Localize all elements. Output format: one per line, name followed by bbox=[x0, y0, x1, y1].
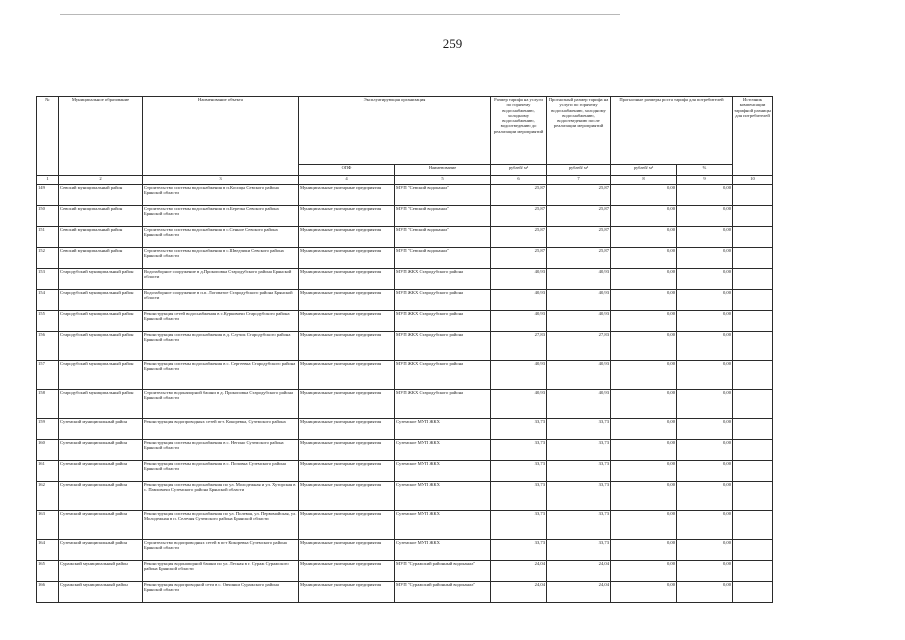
scan-artifact-line bbox=[60, 14, 620, 15]
municipality-cell: Суземский муниципальный район bbox=[59, 511, 143, 540]
column-number: 1 bbox=[37, 176, 59, 185]
org-name-cell: Суземское МУП ЖКХ bbox=[395, 419, 491, 440]
sources-cell bbox=[733, 582, 773, 603]
row-number: 156 bbox=[37, 332, 59, 361]
header-unit-rub-3: рублей/ м³ bbox=[611, 165, 677, 176]
page-number: 259 bbox=[442, 36, 463, 51]
growth-rub-cell: 0,00 bbox=[611, 440, 677, 461]
opf-cell: Муниципальные унитарные предприятия bbox=[299, 227, 395, 248]
municipality-cell: Стародубский муниципальный район bbox=[59, 290, 143, 311]
org-name-cell: МУП ЖКХ Стародубского района bbox=[395, 269, 491, 290]
opf-cell: Муниципальные унитарные предприятия bbox=[299, 290, 395, 311]
sources-cell bbox=[733, 227, 773, 248]
header-operator: Эксплуатирующая организация bbox=[299, 97, 491, 165]
table-row bbox=[37, 248, 773, 269]
growth-rub-cell: 0,00 bbox=[611, 561, 677, 582]
object-cell: Реконструкция водопроводных сетей пгт. Кокоревка, Суземского района bbox=[143, 419, 299, 440]
sources-cell bbox=[733, 482, 773, 511]
tariff-before-cell: 40,93 bbox=[491, 290, 547, 311]
object-cell: Реконструкция водопроводной сети в с. Овчинки Суражского района Брянской области bbox=[143, 582, 299, 603]
column-number: 7 bbox=[547, 176, 611, 185]
tariff-after-cell: 40,93 bbox=[547, 390, 611, 419]
tariff-before-cell: 25,87 bbox=[491, 227, 547, 248]
org-name-cell: Суземское МУП ЖКХ bbox=[395, 511, 491, 540]
tariff-before-cell: 40,93 bbox=[491, 311, 547, 332]
header-no: № bbox=[37, 97, 59, 176]
table-row bbox=[37, 332, 773, 361]
row-number: 158 bbox=[37, 390, 59, 419]
sources-cell bbox=[733, 248, 773, 269]
sources-cell bbox=[733, 511, 773, 540]
tariff-after-cell: 40,93 bbox=[547, 290, 611, 311]
object-cell: Водозаборное сооружение в д.Прокоповка Стародубского района Брянской области bbox=[143, 269, 299, 290]
municipality-cell: Стародубский муниципальный район bbox=[59, 311, 143, 332]
sources-cell bbox=[733, 185, 773, 206]
growth-pct-cell: 0,00 bbox=[677, 290, 733, 311]
column-number: 5 bbox=[395, 176, 491, 185]
opf-cell: Муниципальные унитарные предприятия bbox=[299, 185, 395, 206]
org-name-cell: МУП ЖКХ Стародубского района bbox=[395, 290, 491, 311]
column-number: 2 bbox=[59, 176, 143, 185]
row-number: 162 bbox=[37, 482, 59, 511]
row-number: 166 bbox=[37, 582, 59, 603]
tariff-before-cell: 40,93 bbox=[491, 269, 547, 290]
growth-rub-cell: 0,00 bbox=[611, 248, 677, 269]
table-row bbox=[37, 361, 773, 390]
sources-cell bbox=[733, 461, 773, 482]
sources-cell bbox=[733, 290, 773, 311]
growth-rub-cell: 0,00 bbox=[611, 332, 677, 361]
header-object: Наименование объекта bbox=[143, 97, 299, 176]
row-number: 149 bbox=[37, 185, 59, 206]
growth-pct-cell: 0,00 bbox=[677, 332, 733, 361]
tariff-after-cell: 40,93 bbox=[547, 361, 611, 390]
sources-cell bbox=[733, 332, 773, 361]
growth-pct-cell: 0,00 bbox=[677, 540, 733, 561]
org-name-cell: МУП ЖКХ Стародубского района bbox=[395, 390, 491, 419]
growth-pct-cell: 0,00 bbox=[677, 185, 733, 206]
sources-cell bbox=[733, 311, 773, 332]
object-cell: Реконструкция системы водоснабжения в с. Сергеевка Стародубского района Брянской области bbox=[143, 361, 299, 390]
sources-cell bbox=[733, 390, 773, 419]
table-row bbox=[37, 390, 773, 419]
table-row bbox=[37, 561, 773, 582]
municipality-cell: Суземский муниципальный район bbox=[59, 440, 143, 461]
tariff-before-cell: 33,73 bbox=[491, 482, 547, 511]
growth-rub-cell: 0,00 bbox=[611, 361, 677, 390]
sources-cell bbox=[733, 540, 773, 561]
org-name-cell: МУП "Суражский районный водоканал" bbox=[395, 561, 491, 582]
header-sources: Источник компенсации тарифной разницы для потребителей bbox=[733, 97, 773, 176]
sources-cell bbox=[733, 269, 773, 290]
org-name-cell: Суземское МУП ЖКХ bbox=[395, 461, 491, 482]
tariff-before-cell: 33,73 bbox=[491, 511, 547, 540]
tariff-before-cell: 33,73 bbox=[491, 461, 547, 482]
municipality-cell: Суражский муниципальный район bbox=[59, 582, 143, 603]
row-number: 163 bbox=[37, 511, 59, 540]
municipality-cell: Суземский муниципальный район bbox=[59, 419, 143, 440]
table-row bbox=[37, 311, 773, 332]
tariff-after-cell: 33,73 bbox=[547, 540, 611, 561]
municipality-cell: Суземский муниципальный район bbox=[59, 461, 143, 482]
growth-pct-cell: 0,00 bbox=[677, 582, 733, 603]
growth-rub-cell: 0,00 bbox=[611, 461, 677, 482]
org-name-cell: Суземское МУП ЖКХ bbox=[395, 482, 491, 511]
table-row bbox=[37, 206, 773, 227]
object-cell: Реконструкция сетей водоснабжения в с.Курковичи Стародубского района Брянской области bbox=[143, 311, 299, 332]
object-cell: Реконструкция системы водоснабжения в с. Поповка Суземского района Брянской области bbox=[143, 461, 299, 482]
object-cell: Строительство системы водоснабжения в с.Сенное Севского района Брянской области bbox=[143, 227, 299, 248]
object-cell: Строительство системы водоснабжения в с.Шведчики Севского района Брянской области bbox=[143, 248, 299, 269]
opf-cell: Муниципальные унитарные предприятия bbox=[299, 248, 395, 269]
municipality-cell: Суземский муниципальный район bbox=[59, 540, 143, 561]
opf-cell: Муниципальные унитарные предприятия bbox=[299, 390, 395, 419]
growth-pct-cell: 0,00 bbox=[677, 561, 733, 582]
header-org-name: Наименование bbox=[395, 165, 491, 176]
tariff-after-cell: 40,93 bbox=[547, 311, 611, 332]
tariff-before-cell: 33,73 bbox=[491, 540, 547, 561]
municipality-cell: Стародубский муниципальный район bbox=[59, 269, 143, 290]
tariff-before-cell: 33,73 bbox=[491, 440, 547, 461]
object-cell: Реконструкция системы водоснабжения в д. Случок Стародубского района Брянской области bbox=[143, 332, 299, 361]
table-row bbox=[37, 482, 773, 511]
growth-pct-cell: 0,00 bbox=[677, 461, 733, 482]
growth-pct-cell: 0,00 bbox=[677, 206, 733, 227]
growth-rub-cell: 0,00 bbox=[611, 269, 677, 290]
row-number: 161 bbox=[37, 461, 59, 482]
header-municipality: Муниципальное образование bbox=[59, 97, 143, 176]
tariff-before-cell: 40,93 bbox=[491, 361, 547, 390]
table-row bbox=[37, 511, 773, 540]
tariff-after-cell: 33,73 bbox=[547, 440, 611, 461]
opf-cell: Муниципальные унитарные предприятия bbox=[299, 269, 395, 290]
tariff-before-cell: 24,04 bbox=[491, 582, 547, 603]
growth-pct-cell: 0,00 bbox=[677, 440, 733, 461]
org-name-cell: МУП "Севский водоканал" bbox=[395, 206, 491, 227]
growth-rub-cell: 0,00 bbox=[611, 185, 677, 206]
municipality-cell: Стародубский муниципальный район bbox=[59, 332, 143, 361]
column-number: 10 bbox=[733, 176, 773, 185]
header-tariff-forecast: Прогнозный размер тарифа на услуги по горячему водоснабжению, холодному водоснабжению, водоотведению после реализации мероприятий bbox=[547, 97, 611, 165]
object-cell: Реконструкция системы водоснабжения по ул. Молодежная и ул. Хуторская в с. Павловичи Суземского района Брянской области bbox=[143, 482, 299, 511]
municipality-cell: Севский муниципальный район bbox=[59, 248, 143, 269]
column-number: 3 bbox=[143, 176, 299, 185]
tariff-before-cell: 33,73 bbox=[491, 419, 547, 440]
row-number: 150 bbox=[37, 206, 59, 227]
object-cell: Строительство водонапорной башни в д. Прокоповка Стародубского района Брянской области bbox=[143, 390, 299, 419]
opf-cell: Муниципальные унитарные предприятия bbox=[299, 361, 395, 390]
object-cell: Строительство водопроводных сетей в пгт Кокоревка Суземского района Брянской области bbox=[143, 540, 299, 561]
header-unit-pct: % bbox=[677, 165, 733, 176]
table-row bbox=[37, 227, 773, 248]
table-row bbox=[37, 185, 773, 206]
growth-rub-cell: 0,00 bbox=[611, 390, 677, 419]
growth-rub-cell: 0,00 bbox=[611, 227, 677, 248]
opf-cell: Муниципальные унитарные предприятия bbox=[299, 440, 395, 461]
growth-rub-cell: 0,00 bbox=[611, 311, 677, 332]
header-unit-rub-1: рублей/ м³ bbox=[491, 165, 547, 176]
row-number: 159 bbox=[37, 419, 59, 440]
tariff-after-cell: 24,04 bbox=[547, 561, 611, 582]
growth-pct-cell: 0,00 bbox=[677, 419, 733, 440]
growth-pct-cell: 0,00 bbox=[677, 390, 733, 419]
tariff-before-cell: 40,93 bbox=[491, 390, 547, 419]
row-number: 165 bbox=[37, 561, 59, 582]
tariff-after-cell: 33,73 bbox=[547, 461, 611, 482]
tariff-after-cell: 25,87 bbox=[547, 227, 611, 248]
column-number: 9 bbox=[677, 176, 733, 185]
tariff-after-cell: 33,73 bbox=[547, 511, 611, 540]
tariff-before-cell: 27,83 bbox=[491, 332, 547, 361]
table-row bbox=[37, 440, 773, 461]
org-name-cell: МУП ЖКХ Стародубского района bbox=[395, 361, 491, 390]
row-number: 154 bbox=[37, 290, 59, 311]
opf-cell: Муниципальные унитарные предприятия bbox=[299, 461, 395, 482]
growth-pct-cell: 0,00 bbox=[677, 361, 733, 390]
opf-cell: Муниципальные унитарные предприятия bbox=[299, 540, 395, 561]
org-name-cell: МУП "Суражский районный водоканал" bbox=[395, 582, 491, 603]
sources-cell bbox=[733, 206, 773, 227]
tariff-after-cell: 25,87 bbox=[547, 248, 611, 269]
tariff-before-cell: 24,04 bbox=[491, 561, 547, 582]
table-row bbox=[37, 582, 773, 603]
growth-pct-cell: 0,00 bbox=[677, 269, 733, 290]
org-name-cell: МУП "Севский водоканал" bbox=[395, 227, 491, 248]
org-name-cell: Суземское МУП ЖКХ bbox=[395, 440, 491, 461]
tariff-after-cell: 25,87 bbox=[547, 185, 611, 206]
tariff-before-cell: 25,87 bbox=[491, 185, 547, 206]
object-cell: Строительство системы водоснабжения в п.Косицы Севского района Брянской области bbox=[143, 185, 299, 206]
municipality-cell: Севский муниципальный район bbox=[59, 227, 143, 248]
table-row bbox=[37, 419, 773, 440]
object-cell: Реконструкция водонапорной башни по ул. Лесная в г. Сураж Суражского района Брянской области bbox=[143, 561, 299, 582]
header-tariff-growth: Прогнозные размеры роста тарифа для потребителей bbox=[611, 97, 733, 165]
object-cell: Реконструкция системы водоснабжения по ул. Полевая, ул. Первомайская, ул. Молодежная в п. Селечня Суземского района Брянской области bbox=[143, 511, 299, 540]
growth-rub-cell: 0,00 bbox=[611, 582, 677, 603]
org-name-cell: МУП ЖКХ Стародубского района bbox=[395, 332, 491, 361]
growth-pct-cell: 0,00 bbox=[677, 227, 733, 248]
opf-cell: Муниципальные унитарные предприятия bbox=[299, 419, 395, 440]
column-number: 4 bbox=[299, 176, 395, 185]
object-cell: Реконструкция системы водоснабжения в с. Негино Суземского района Брянской области bbox=[143, 440, 299, 461]
opf-cell: Муниципальные унитарные предприятия bbox=[299, 561, 395, 582]
growth-rub-cell: 0,00 bbox=[611, 290, 677, 311]
table-row bbox=[37, 290, 773, 311]
table-row bbox=[37, 540, 773, 561]
municipality-cell: Суземский муниципальный район bbox=[59, 482, 143, 511]
org-name-cell: МУП ЖКХ Стародубского района bbox=[395, 311, 491, 332]
municipality-cell: Стародубский муниципальный район bbox=[59, 390, 143, 419]
row-number: 164 bbox=[37, 540, 59, 561]
tariff-table bbox=[36, 96, 773, 603]
sources-cell bbox=[733, 561, 773, 582]
growth-pct-cell: 0,00 bbox=[677, 248, 733, 269]
sources-cell bbox=[733, 361, 773, 390]
growth-rub-cell: 0,00 bbox=[611, 419, 677, 440]
growth-pct-cell: 0,00 bbox=[677, 511, 733, 540]
tariff-after-cell: 24,04 bbox=[547, 582, 611, 603]
row-number: 152 bbox=[37, 248, 59, 269]
opf-cell: Муниципальные унитарные предприятия bbox=[299, 311, 395, 332]
object-cell: Строительство системы водоснабжения в п.Березка Севского района Брянской области bbox=[143, 206, 299, 227]
municipality-cell: Суражский муниципальный район bbox=[59, 561, 143, 582]
row-number: 151 bbox=[37, 227, 59, 248]
column-number: 8 bbox=[611, 176, 677, 185]
row-number: 160 bbox=[37, 440, 59, 461]
growth-pct-cell: 0,00 bbox=[677, 311, 733, 332]
tariff-after-cell: 27,83 bbox=[547, 332, 611, 361]
sources-cell bbox=[733, 419, 773, 440]
row-number: 157 bbox=[37, 361, 59, 390]
growth-rub-cell: 0,00 bbox=[611, 482, 677, 511]
table-row bbox=[37, 269, 773, 290]
opf-cell: Муниципальные унитарные предприятия bbox=[299, 206, 395, 227]
municipality-cell: Севский муниципальный район bbox=[59, 206, 143, 227]
tariff-after-cell: 25,87 bbox=[547, 206, 611, 227]
opf-cell: Муниципальные унитарные предприятия bbox=[299, 482, 395, 511]
column-number: 6 bbox=[491, 176, 547, 185]
row-number: 155 bbox=[37, 311, 59, 332]
growth-rub-cell: 0,00 bbox=[611, 206, 677, 227]
table-row bbox=[37, 461, 773, 482]
org-name-cell: МУП "Севский водоканал" bbox=[395, 248, 491, 269]
header-unit-rub-2: рублей/ м³ bbox=[547, 165, 611, 176]
org-name-cell: Суземское МУП ЖКХ bbox=[395, 540, 491, 561]
header-tariff-size: Размер тарифа на услуги по горячему водоснабжению, холодному водоснабжению, водоотведению до реализации мероприятий bbox=[491, 97, 547, 165]
row-number: 153 bbox=[37, 269, 59, 290]
opf-cell: Муниципальные унитарные предприятия bbox=[299, 511, 395, 540]
opf-cell: Муниципальные унитарные предприятия bbox=[299, 582, 395, 603]
growth-rub-cell: 0,00 bbox=[611, 511, 677, 540]
municipality-cell: Стародубский муниципальный район bbox=[59, 361, 143, 390]
growth-pct-cell: 0,00 bbox=[677, 482, 733, 511]
tariff-before-cell: 25,87 bbox=[491, 206, 547, 227]
object-cell: Водозаборное сооружение в п.п. Логоватое Стародубского района Брянской области bbox=[143, 290, 299, 311]
opf-cell: Муниципальные унитарные предприятия bbox=[299, 332, 395, 361]
tariff-after-cell: 33,73 bbox=[547, 482, 611, 511]
sources-cell bbox=[733, 440, 773, 461]
table-body bbox=[37, 185, 773, 603]
tariff-after-cell: 40,93 bbox=[547, 269, 611, 290]
tariff-after-cell: 33,73 bbox=[547, 419, 611, 440]
tariff-before-cell: 25,87 bbox=[491, 248, 547, 269]
municipality-cell: Севский муниципальный район bbox=[59, 185, 143, 206]
org-name-cell: МУП "Севский водоканал" bbox=[395, 185, 491, 206]
header-okopf: ОПФ bbox=[299, 165, 395, 176]
growth-rub-cell: 0,00 bbox=[611, 540, 677, 561]
